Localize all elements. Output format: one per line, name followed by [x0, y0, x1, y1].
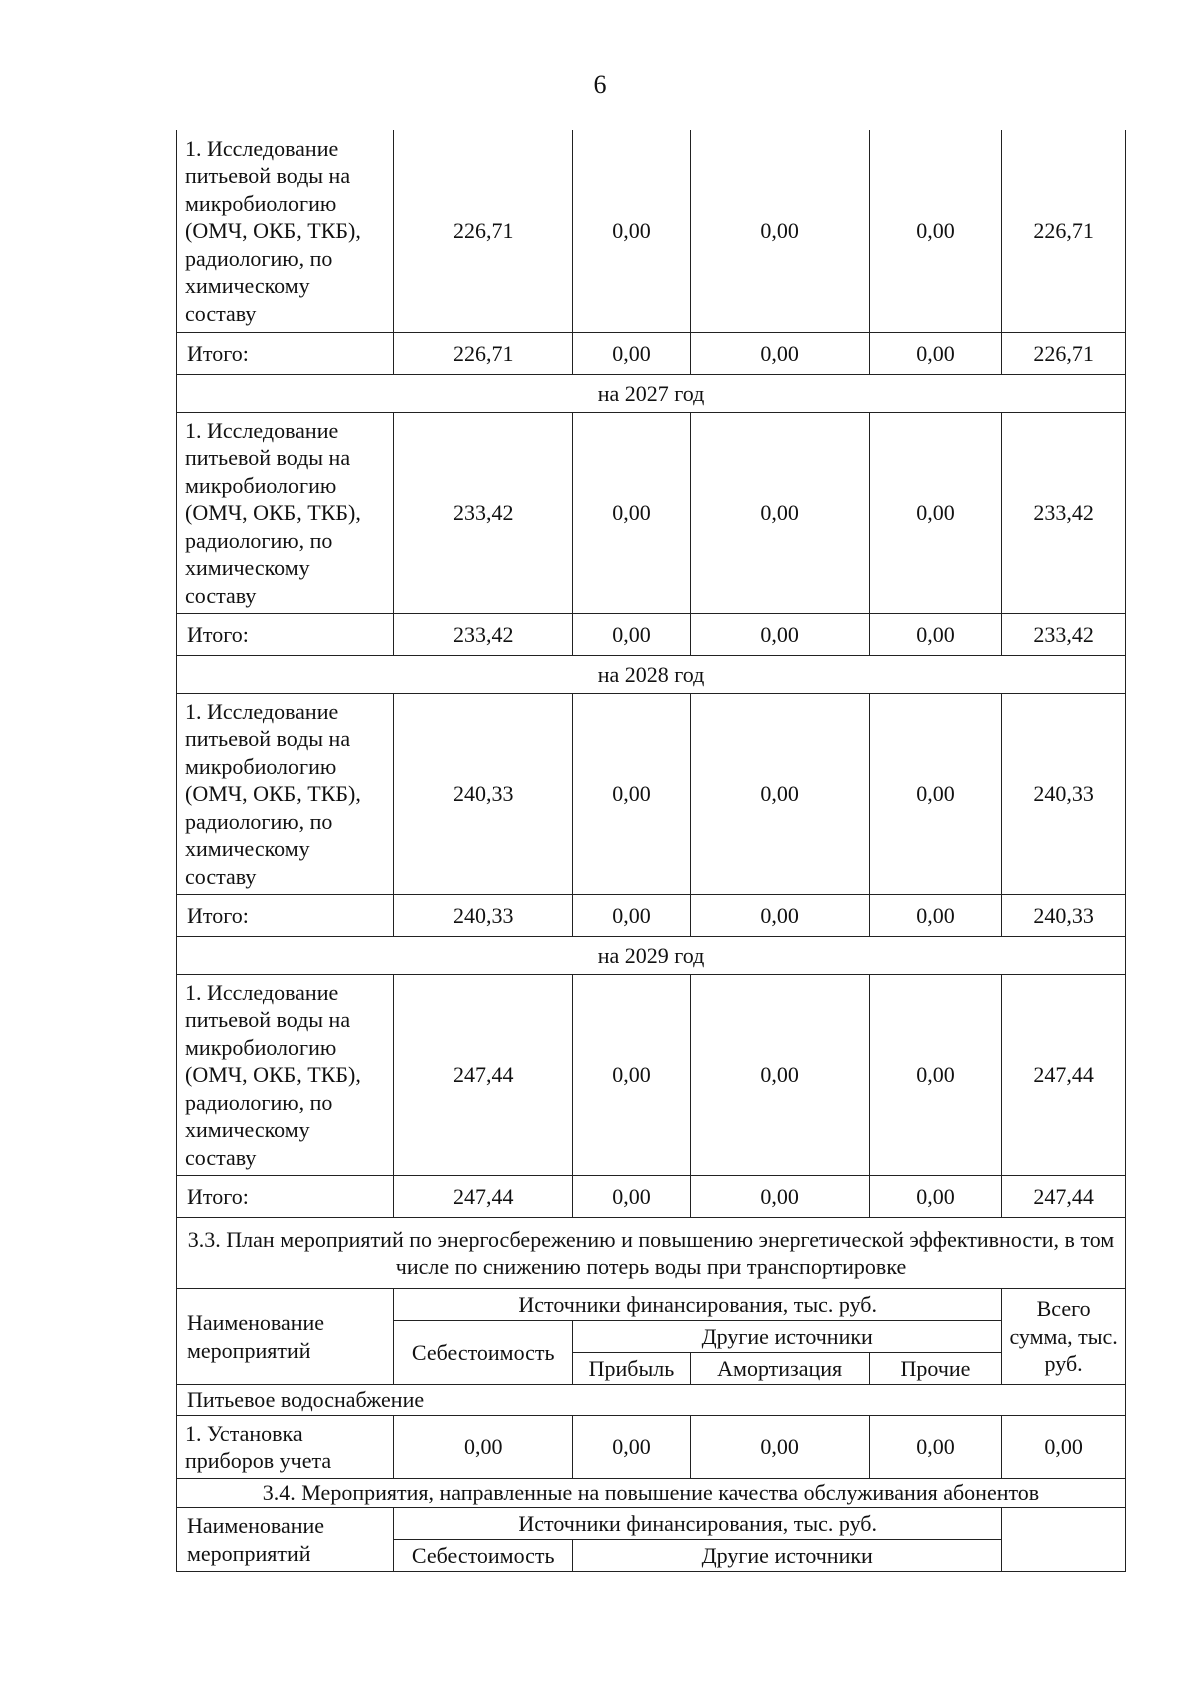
page-number: 6 [593, 70, 607, 99]
group-row [177, 1385, 1126, 1416]
measure-row [177, 1416, 1126, 1479]
measure-value: 0,00 [690, 1416, 869, 1479]
total-label: Итого: [177, 614, 394, 656]
item-value: 226,71 [394, 130, 573, 333]
col-header-cost: Себестоимость [394, 1540, 573, 1572]
total-label: Итого: [177, 1176, 394, 1218]
item-value: 0,00 [869, 130, 1001, 333]
col-header-cost: Себестоимость [394, 1321, 573, 1385]
col-header-total: Всего сумма, тыс. руб. [1002, 1289, 1126, 1385]
section-3-3-header-row-1 [177, 1289, 1126, 1321]
total-row [177, 614, 1126, 656]
item-value: 0,00 [869, 975, 1001, 1176]
measure-value: 0,00 [573, 1416, 690, 1479]
group-label: Питьевое водоснабжение [177, 1385, 1126, 1416]
col-header-other: Другие источники [573, 1321, 1002, 1353]
total-value: 0,00 [573, 1176, 690, 1218]
measure-value: 0,00 [1002, 1416, 1126, 1479]
item-name: 1. Исследование питьевой воды на микробиологию (ОМЧ, ОКБ, ТКБ), радиологию, по химическому составу [177, 130, 394, 333]
item-value: 0,00 [690, 694, 869, 895]
year-header-row [177, 656, 1126, 694]
total-label: Итого: [177, 333, 394, 375]
total-value: 247,44 [1002, 1176, 1126, 1218]
total-row [177, 1176, 1126, 1218]
item-value: 240,33 [394, 694, 573, 895]
year-header-row [177, 375, 1126, 413]
item-value: 0,00 [869, 413, 1001, 614]
item-value: 0,00 [573, 975, 690, 1176]
total-value: 0,00 [869, 895, 1001, 937]
total-value: 226,71 [394, 333, 573, 375]
total-row [177, 895, 1126, 937]
item-value: 240,33 [1002, 694, 1126, 895]
section-3-4-title: 3.4. Мероприятия, направленные на повышение качества обслуживания абонентов [177, 1479, 1126, 1508]
total-value: 0,00 [690, 1176, 869, 1218]
year-label: на 2028 год [177, 656, 1126, 694]
measure-value: 0,00 [869, 1416, 1001, 1479]
total-value: 240,33 [1002, 895, 1126, 937]
item-value: 247,44 [394, 975, 573, 1176]
measure-name: 1. Установка приборов учета [177, 1416, 394, 1479]
measure-value: 0,00 [394, 1416, 573, 1479]
total-value: 0,00 [690, 333, 869, 375]
item-value: 0,00 [690, 413, 869, 614]
item-value: 233,42 [394, 413, 573, 614]
item-value: 0,00 [690, 130, 869, 333]
year-label: на 2027 год [177, 375, 1126, 413]
total-value: 0,00 [869, 1176, 1001, 1218]
col-header-profit: Прибыль [573, 1353, 690, 1385]
col-header-amortization: Амортизация [690, 1353, 869, 1385]
total-value: 247,44 [394, 1176, 573, 1218]
item-value: 226,71 [1002, 130, 1126, 333]
section-3-3-title: 3.3. План мероприятий по энергосбережению и повышению энергетической эффективности, в том числе по снижению потерь воды при транспортировке [177, 1218, 1126, 1289]
col-header-name: Наименование мероприятий [177, 1508, 394, 1572]
item-value: 0,00 [573, 413, 690, 614]
item-row [177, 975, 1126, 1176]
item-value: 0,00 [869, 694, 1001, 895]
total-value: 0,00 [869, 333, 1001, 375]
section-3-3-title-row [177, 1218, 1126, 1289]
section-3-4-title-row [177, 1479, 1126, 1508]
item-name: 1. Исследование питьевой воды на микробиологию (ОМЧ, ОКБ, ТКБ), радиологию, по химическому составу [177, 413, 394, 614]
total-value: 0,00 [573, 614, 690, 656]
total-value: 233,42 [1002, 614, 1126, 656]
year-label: на 2029 год [177, 937, 1126, 975]
item-value: 0,00 [690, 975, 869, 1176]
item-row [177, 694, 1126, 895]
col-header-name: Наименование мероприятий [177, 1289, 394, 1385]
total-value: 0,00 [690, 895, 869, 937]
col-header-sources: Источники финансирования, тыс. руб. [394, 1508, 1002, 1540]
total-row [177, 333, 1126, 375]
item-row [177, 130, 1126, 333]
total-value: 0,00 [573, 333, 690, 375]
item-name: 1. Исследование питьевой воды на микробиологию (ОМЧ, ОКБ, ТКБ), радиологию, по химическому составу [177, 694, 394, 895]
item-name: 1. Исследование питьевой воды на микробиологию (ОМЧ, ОКБ, ТКБ), радиологию, по химическому составу [177, 975, 394, 1176]
total-value: 240,33 [394, 895, 573, 937]
col-header-other: Другие источники [573, 1540, 1002, 1572]
total-value: 0,00 [869, 614, 1001, 656]
total-value: 233,42 [394, 614, 573, 656]
item-row [177, 413, 1126, 614]
total-value: 0,00 [573, 895, 690, 937]
item-value: 233,42 [1002, 413, 1126, 614]
item-value: 247,44 [1002, 975, 1126, 1176]
col-header-empty [1002, 1508, 1126, 1572]
financing-table [176, 130, 1126, 1572]
item-value: 0,00 [573, 694, 690, 895]
total-value: 0,00 [690, 614, 869, 656]
year-header-row [177, 937, 1126, 975]
col-header-misc: Прочие [869, 1353, 1001, 1385]
total-value: 226,71 [1002, 333, 1126, 375]
item-value: 0,00 [573, 130, 690, 333]
total-label: Итого: [177, 895, 394, 937]
col-header-sources: Источники финансирования, тыс. руб. [394, 1289, 1002, 1321]
section-3-4-header-row-1 [177, 1508, 1126, 1540]
